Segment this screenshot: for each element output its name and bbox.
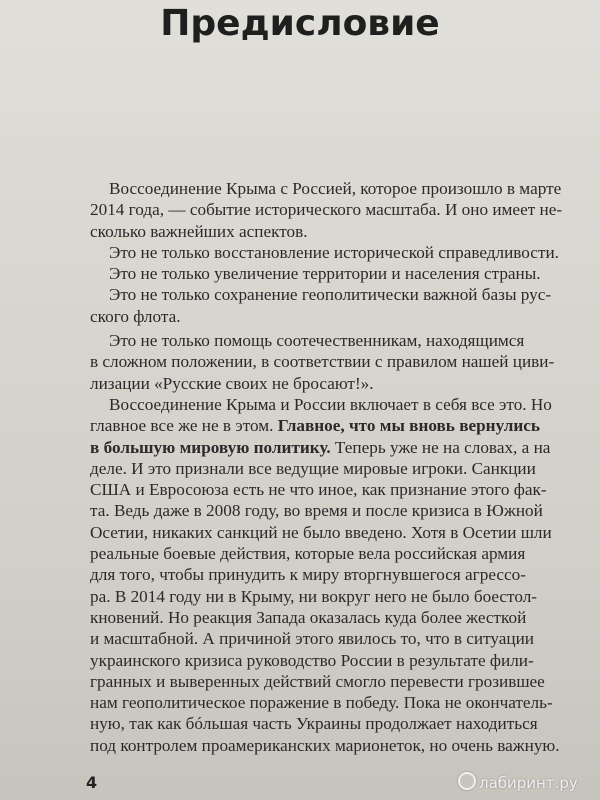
text-line [90, 713, 574, 734]
text-line-text: Это не только восстановление исторической справедливости. [109, 242, 559, 262]
text-line [90, 479, 574, 500]
text-line-bold: в большую мировую политику. [90, 437, 331, 457]
chapter-title: Предисловие [160, 3, 440, 44]
text-line [90, 178, 574, 199]
text-line-text: ную, так как бóльшая часть Украины продолжает находиться [90, 714, 538, 734]
text-line [90, 221, 574, 242]
text-line [90, 500, 574, 521]
labirint-logo-icon [458, 772, 476, 790]
text-line-text: Воссоединение Крыма с Россией, которое произошло в марте [109, 179, 562, 198]
text-line [90, 607, 574, 628]
text-line [90, 306, 574, 327]
body-text [90, 178, 574, 756]
text-line-text: Это не только увеличение территории и населения страны. [109, 264, 541, 284]
text-line-after: Теперь уже не на словах, а на [330, 437, 551, 457]
watermark-text: лабиринт.ру [479, 774, 578, 792]
text-line-text: для того, чтобы принудить к миру вторгнувшегося агрессо- [90, 565, 526, 585]
text-line [90, 284, 574, 305]
text-line-text: под контролем проамериканских марионеток, но очень важную. [90, 735, 560, 755]
text-line-bold: Главное, что мы вновь вернулись [277, 416, 540, 436]
text-line-text: в сложном положении, в соответствии с правилом нашей циви- [90, 352, 555, 372]
text-line [90, 671, 574, 692]
text-line [90, 415, 574, 436]
text-line [90, 242, 574, 263]
text-line-text: нам геополитическое поражение в победу. Пока не окончатель- [90, 693, 553, 713]
text-line-text: Воссоединение Крыма и России включает в себя все это. Но [109, 394, 552, 414]
text-line-text: та. Ведь даже в 2008 году, во время и после кризиса в Южной [90, 501, 543, 521]
text-line [90, 628, 574, 649]
text-line-text: Осетии, никаких санкций не было введено. Хотя в Осетии шли [90, 522, 552, 542]
text-line-text: Это не только сохранение геополитически важной базы рус- [109, 285, 552, 305]
text-line [90, 650, 574, 671]
text-line-text: главное все же не в этом. [90, 416, 278, 436]
text-line-text: гранных и выверенных действий смогло перевести грозившее [90, 671, 545, 691]
text-line [90, 522, 574, 543]
text-line [90, 735, 574, 756]
text-line [90, 543, 574, 564]
text-line [90, 263, 574, 284]
text-line-text: лизации «Русские своих не бросают!». [90, 373, 374, 393]
text-line [90, 199, 574, 220]
text-line [90, 330, 574, 351]
text-line-text: и масштабной. А причиной этого явилось то, что в ситуации [90, 629, 535, 649]
text-line [90, 564, 574, 585]
text-line-text: Это не только помощь соотечественникам, находящимся [109, 331, 525, 351]
text-line-text: США и Евросоюза есть не что иное, как признание этого фак- [90, 480, 547, 500]
text-line-text: кновений. Но реакция Запада оказалась куда более жесткой [90, 607, 527, 627]
text-line-text: реальные боевые действия, которые вела российская армия [90, 544, 526, 564]
page-number: 4 [86, 773, 98, 792]
text-line-text: украинского кризиса руководство России в результате фили- [90, 650, 534, 670]
text-line [90, 437, 574, 458]
text-line [90, 373, 574, 394]
text-line [90, 586, 574, 607]
text-line-text: ского флота. [90, 306, 181, 326]
text-line-text: сколько важнейших аспектов. [90, 221, 308, 241]
watermark [458, 772, 578, 792]
text-line [90, 692, 574, 713]
text-line [90, 458, 574, 479]
text-line [90, 351, 574, 372]
text-line [90, 394, 574, 415]
text-line-text: ра. В 2014 году ни в Крыму, ни вокруг него не было боестол- [90, 586, 538, 606]
text-line-text: деле. И это признали все ведущие мировые игроки. Санкции [90, 458, 536, 478]
text-line-text: 2014 года, — событие исторического масштаба. И оно имеет не- [90, 200, 563, 220]
